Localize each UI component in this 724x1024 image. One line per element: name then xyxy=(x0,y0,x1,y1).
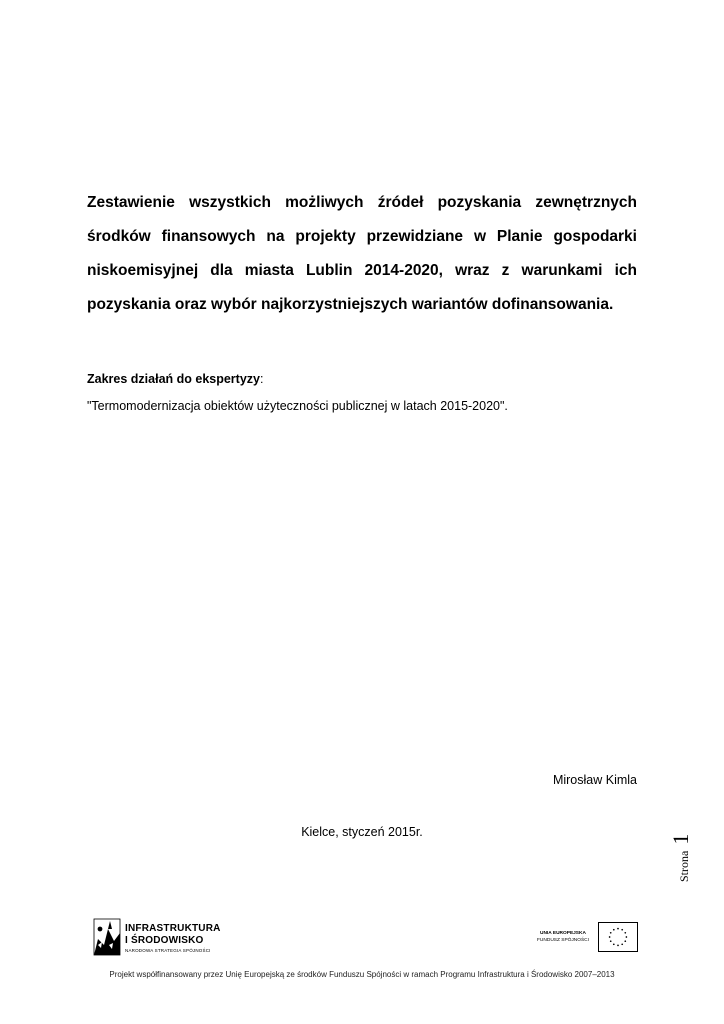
page-marker-rotated xyxy=(668,834,694,882)
eu-logo-line1: UNIA EUROPEJSKA xyxy=(540,931,586,936)
eu-flag-icon xyxy=(598,922,638,952)
infrastruktura-logo xyxy=(92,915,232,959)
scope-colon: : xyxy=(260,372,264,386)
eu-logo-line2: FUNDUSZ SPÓJNOŚCI xyxy=(537,938,589,943)
page-label: Strona xyxy=(677,850,691,882)
scope-heading xyxy=(87,372,263,386)
cofinancing-note: Projekt współfinansowany przez Unię Europejską ze środków Funduszu Spójności w ramach Programu Infrastruktura i Środowisko 2007–2013 xyxy=(109,970,615,979)
logo-left-line1: INFRASTRUKTURA xyxy=(125,923,221,934)
scope-label: Zakres działań do ekspertyzy xyxy=(87,372,260,386)
logo-left-line3: NARODOWA STRATEGIA SPÓJNOŚCI xyxy=(125,948,211,953)
logo-left-line2: I ŚRODOWISKO xyxy=(125,935,204,946)
page-number-marker xyxy=(668,833,708,920)
document-title: Zestawienie wszystkich możliwych źródeł pozyskania zewnętrznych środków finansowych na projekty przewidziane w Planie gospodarki niskoemisyjnej dla miasta Lublin 2014-2020, wraz z warunkami ich pozyskania oraz wybór najkorzystniejszych wariantów dofinansowania. xyxy=(87,194,637,313)
scope-value: "Termomodernizacja obiektów użyteczności publicznej w latach 2015-2020". xyxy=(87,399,508,413)
author-name: Mirosław Kimla xyxy=(552,773,637,787)
page-number: 1 xyxy=(668,833,693,845)
place-and-date: Kielce, styczeń 2015r. xyxy=(301,825,423,839)
eu-logo xyxy=(530,922,640,954)
infrastruktura-emblem-icon xyxy=(92,915,122,959)
